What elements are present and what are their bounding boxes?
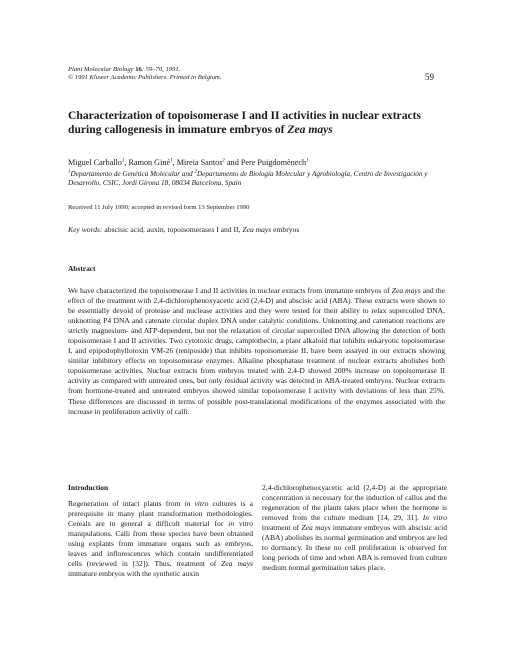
keywords-species: Zea mays: [242, 225, 272, 234]
keywords: [68, 225, 299, 234]
article-title: [68, 109, 448, 137]
intro-left-italic-2: in vitro: [228, 519, 254, 529]
copyright-line: © 1991 Kluwer Academic Publishers. Printed in Belgium.: [68, 74, 222, 82]
affil-1: Departamento de Genética Molecular and: [70, 170, 195, 178]
intro-right-italic-1: In vitro: [422, 513, 447, 523]
affil-marker-2: 2: [194, 169, 197, 175]
journal-citation: [68, 66, 221, 74]
title-line-1: Characterization of topoisomerase I and II activities in nuclear extracts: [68, 109, 422, 122]
abstract-part-1: We have characterized the topoisomerase I and II activities in nuclear extracts from immature embryos of: [68, 286, 392, 295]
author-1-affil: 1: [121, 158, 125, 164]
author-4-affil: 1: [306, 158, 309, 164]
author-3: , Mireia Santos: [172, 158, 223, 167]
intro-right-b: treatment of: [262, 523, 302, 533]
intro-left-italic-1: in vitro: [184, 499, 209, 508]
intro-right-italic-2: Zea mays: [301, 523, 331, 533]
author-1: Miguel Carballo: [68, 158, 122, 167]
journal-header: [68, 66, 221, 83]
author-4: and Pere Puigdomènech: [224, 158, 307, 167]
keywords-label: Key words:: [68, 225, 103, 234]
keywords-tail: embryos: [271, 225, 300, 234]
intro-left-column: [68, 499, 253, 579]
abstract-body: [68, 286, 445, 417]
journal-volume: 16: [135, 66, 142, 73]
abstract-heading: Abstract: [68, 264, 96, 273]
author-3-affil: 2: [222, 158, 225, 164]
introduction-heading: Introduction: [68, 483, 109, 492]
affil-marker-1: 1: [68, 169, 71, 175]
journal-name: Plant Molecular Biology: [68, 66, 134, 73]
intro-left-italic-3: Zea mays: [221, 559, 253, 569]
title-species: Zea mays: [287, 123, 333, 137]
intro-left-a: Regeneration of intact plants from: [68, 499, 185, 508]
received-dates: Received 11 July 1990; accepted in revised form 13 September 1990: [68, 204, 250, 211]
intro-right-c: immature embryos with abscisic acid (ABA) abolishes its normal germination and embryos are led to dormancy. In these no cell proliferation is observed for long periods of time and when ABA is removed from culture medium normal germination takes place.: [262, 523, 447, 573]
page-number: 59: [425, 72, 434, 82]
affil-2: Departamento de Biología Molecular y Agrobiología, Centro de Investigación y Desarrollo, CSIC, Jordi Girona 18, 08034 Barcelona, Spain: [68, 170, 428, 187]
intro-left-c: manipulations. Calli from these species have been obtained using explants from immature organs such as embryos, leaves and inflorescences which contain undifferentiated cells (reviewed in [32]). Thus, treatment of: [68, 529, 253, 569]
affiliations: [68, 170, 453, 188]
abstract-species: Zea mays: [391, 286, 421, 295]
author-2: , Ramon Giné: [124, 158, 171, 167]
intro-right-column: [262, 483, 447, 573]
abstract-part-2: and the effect of the treatment with 2,4-dichlorophenoxyacetic acid (2,4-D) and abscisic acid (ABA). These extracts were shown to be essentially devoid of protease and nuclease activities and they were tested for their ability to relax supercoiled DNA, unknotting P4 DNA and catenate circular duplex DNA under catalytic conditions. Unknotting and catenation reactions are strictly magnesium- and ATP-dependent, but not the relaxation of circular supercoiled DNA allowing the detection of both topoisomerase I and II activities. Two cytotoxic drugs, camptothecin, a plant alkaloid that inhibits eukaryotic topoisomerase I, and epipodophyllotoxin VM-26 (teniposide) that inhibits topoisomerase II, have been assayed in our extracts showing similar inhibitory effects on topoisomerase enzymes. Alkaline phosphatase treatment of nuclear extracts abolishes both topoisomerase activities. Nuclear extracts from embryos treated with 2,4-D showed 200% increase on topoisomerase II activity as compared with untreated ones, but only residual activity was detected in ABA-treated embryos. Nuclear extracts from hormone-treated and untreated embryos showed similar topoisomerase I activity with deviations of less than 25%. These differences are discussed in terms of possible post-translational modifications of the enzymes associated with the increase in proliferation activity of calli.: [68, 286, 446, 416]
author-list: [68, 158, 309, 167]
keywords-text: abscisic acid, auxin, topoisomerases I and II,: [102, 225, 243, 234]
author-2-affil: 1: [170, 158, 173, 164]
title-line-2: during callogenesis in immature embryos of: [68, 123, 288, 137]
intro-left-d: immature embryos with the synthetic auxin: [68, 569, 199, 579]
intro-right-a: 2,4-dichlorophenoxyacetic acid (2,4-D) at the appropriate concentration is necessary for the induction of callus and the regeneration of the plants takes place when the hormone is removed from the culture medium [14, 29, 31].: [262, 483, 447, 523]
journal-pages: : 59–70, 1991.: [141, 66, 181, 73]
intro-left-b: cultures is a prerequisite in many plant transformation methodologies. Cereals are in general a difficult material for: [68, 499, 254, 529]
